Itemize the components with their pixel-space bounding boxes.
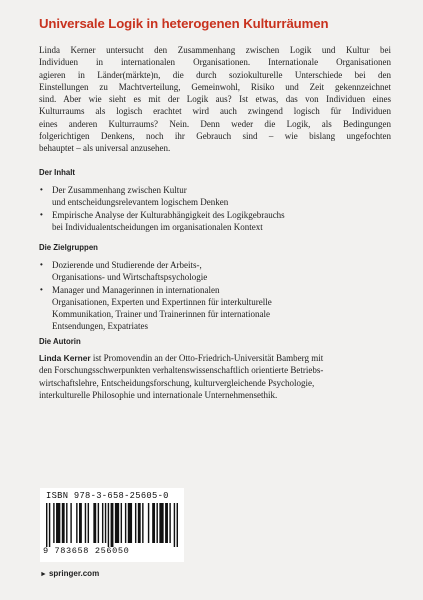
- barcode-bar: [135, 503, 136, 543]
- list-item: [39, 259, 399, 284]
- barcode-bar: [159, 503, 163, 543]
- section-heading-inhalt: Der Inhalt: [39, 168, 75, 177]
- author-bio-line: [39, 352, 399, 364]
- list-item-line: • Manager und Managerinnen in internationalen: [52, 284, 220, 295]
- barcode-bar: [156, 503, 157, 543]
- intro-line: Einstellungen zu Machtverteilung, Gemeinwohl, Risiko und Zeit gekennzeichnet: [39, 81, 391, 92]
- barcode-bar: [46, 503, 47, 547]
- intro-line: agieren in Länder(märkte)n, die durch soziokulturelle Unterschiede bei den: [39, 69, 391, 80]
- barcode-bar: [79, 503, 82, 543]
- list-item-line: bei Individualentscheidungen im organisationalen Kontext: [52, 221, 263, 232]
- list-item-line: Organisationen, Experten und Expertinnen für interkulturelle: [52, 296, 272, 307]
- publisher-link[interactable]: [40, 569, 99, 578]
- list-item-line: • Dozierende und Studierende der Arbeits-,: [52, 260, 202, 270]
- barcode-box: [40, 488, 184, 562]
- list-item: [39, 209, 399, 234]
- author-bio-text: ist Promovendin an der Otto-Friedrich-Universität Bamberg mit: [90, 353, 324, 363]
- author-bio-line: interkulturelle Philosophie und internationale Unternehmensethik.: [39, 389, 278, 400]
- barcode-icon: [46, 503, 178, 547]
- intro-line: Kulturraums als logisch erachtet wird auch zwingend logisch für Individuen: [39, 106, 391, 117]
- author-bio-line: den Forschungsschwerpunkten verhaltenswissenschaftlich orientierte Betriebs-: [39, 365, 324, 376]
- publisher-text: springer.com: [48, 569, 100, 578]
- author-bio: [39, 352, 399, 401]
- barcode-bar: [111, 503, 114, 547]
- intro-line: eines anderen Kulturraums? Nein. Denn weder die Logik, als Bedingungen: [39, 118, 391, 129]
- barcode-bar: [56, 503, 60, 543]
- barcode-bar: [152, 503, 155, 543]
- isbn-text: ISBN 978-3-658-25605-0: [46, 491, 169, 501]
- barcode-bar: [88, 503, 89, 543]
- arrow-right-icon: ►: [40, 571, 47, 578]
- barcode-bar: [121, 503, 122, 543]
- barcode-bar: [128, 503, 132, 543]
- ean-digits: 9 783658 256050: [43, 546, 130, 556]
- section-heading-zielgruppen: Die Zielgruppen: [39, 243, 98, 252]
- barcode-bar: [70, 503, 71, 543]
- list-item-line: Entsendungen, Expatriates: [52, 321, 148, 332]
- barcode-bar: [142, 503, 143, 543]
- barcode-bar: [105, 503, 106, 543]
- barcode-bar: [174, 503, 175, 547]
- intro-line: sind. Aber wie sieht es mit der Logik aus? Ist etwas, das von Individuen eines: [39, 94, 391, 105]
- barcode-bar: [85, 503, 86, 543]
- list-item-line: • Empirische Analyse der Kulturabhängigkeit des Logikgebrauchs: [52, 209, 285, 220]
- list-item-line: Kommunikation, Trainer und Trainerinnen für internationale: [52, 309, 270, 320]
- barcode-bar: [165, 503, 168, 543]
- intro-line: Linda Kerner untersucht den Zusammenhang zwischen Logik und Kultur bei: [39, 45, 391, 55]
- barcode-bar: [138, 503, 141, 543]
- inhalt-list: [39, 184, 399, 233]
- barcode-bar: [177, 503, 178, 547]
- barcode-bar: [62, 503, 65, 543]
- list-item-line: und entscheidungsrelevantem logischem Denken: [52, 197, 229, 208]
- list-item-line: • Der Zusammenhang zwischen Kultur: [52, 185, 187, 195]
- section-heading-autorin: Die Autorin: [39, 337, 81, 346]
- barcode-bar: [93, 503, 96, 543]
- intro-paragraph: [39, 44, 391, 155]
- list-item: [39, 184, 399, 209]
- barcode-bar: [53, 503, 54, 543]
- barcode-bar: [125, 503, 126, 543]
- barcode-bar: [169, 503, 170, 543]
- list-item: [39, 284, 399, 333]
- intro-line: behauptet – als universal anzusehen.: [39, 143, 171, 154]
- barcode-bar: [98, 503, 99, 543]
- barcode-bar: [108, 503, 109, 547]
- author-name: Linda Kerner: [39, 353, 91, 363]
- zielgruppen-list: [39, 259, 399, 333]
- barcode-bar: [76, 503, 77, 543]
- intro-line: folgerichtigen Denkens, noch ihr Gebrauch sind – wie bislang ungefochten: [39, 131, 391, 142]
- barcode-bar: [102, 503, 103, 543]
- barcode-bar: [66, 503, 67, 543]
- barcode-bar: [148, 503, 149, 543]
- barcode-bar: [115, 503, 119, 543]
- author-bio-line: wirtschaftslehre, Entscheidungsforschung, kulturvergleichende Psychologie,: [39, 377, 315, 388]
- list-item-line: Organisations- und Wirtschaftspsychologie: [52, 272, 208, 283]
- barcode-bar: [49, 503, 50, 547]
- book-title: Universale Logik in heterogenen Kulturräumen: [39, 16, 329, 31]
- intro-line: Individuen in internationalen Organisationen. Internationale Organisationen: [39, 57, 391, 68]
